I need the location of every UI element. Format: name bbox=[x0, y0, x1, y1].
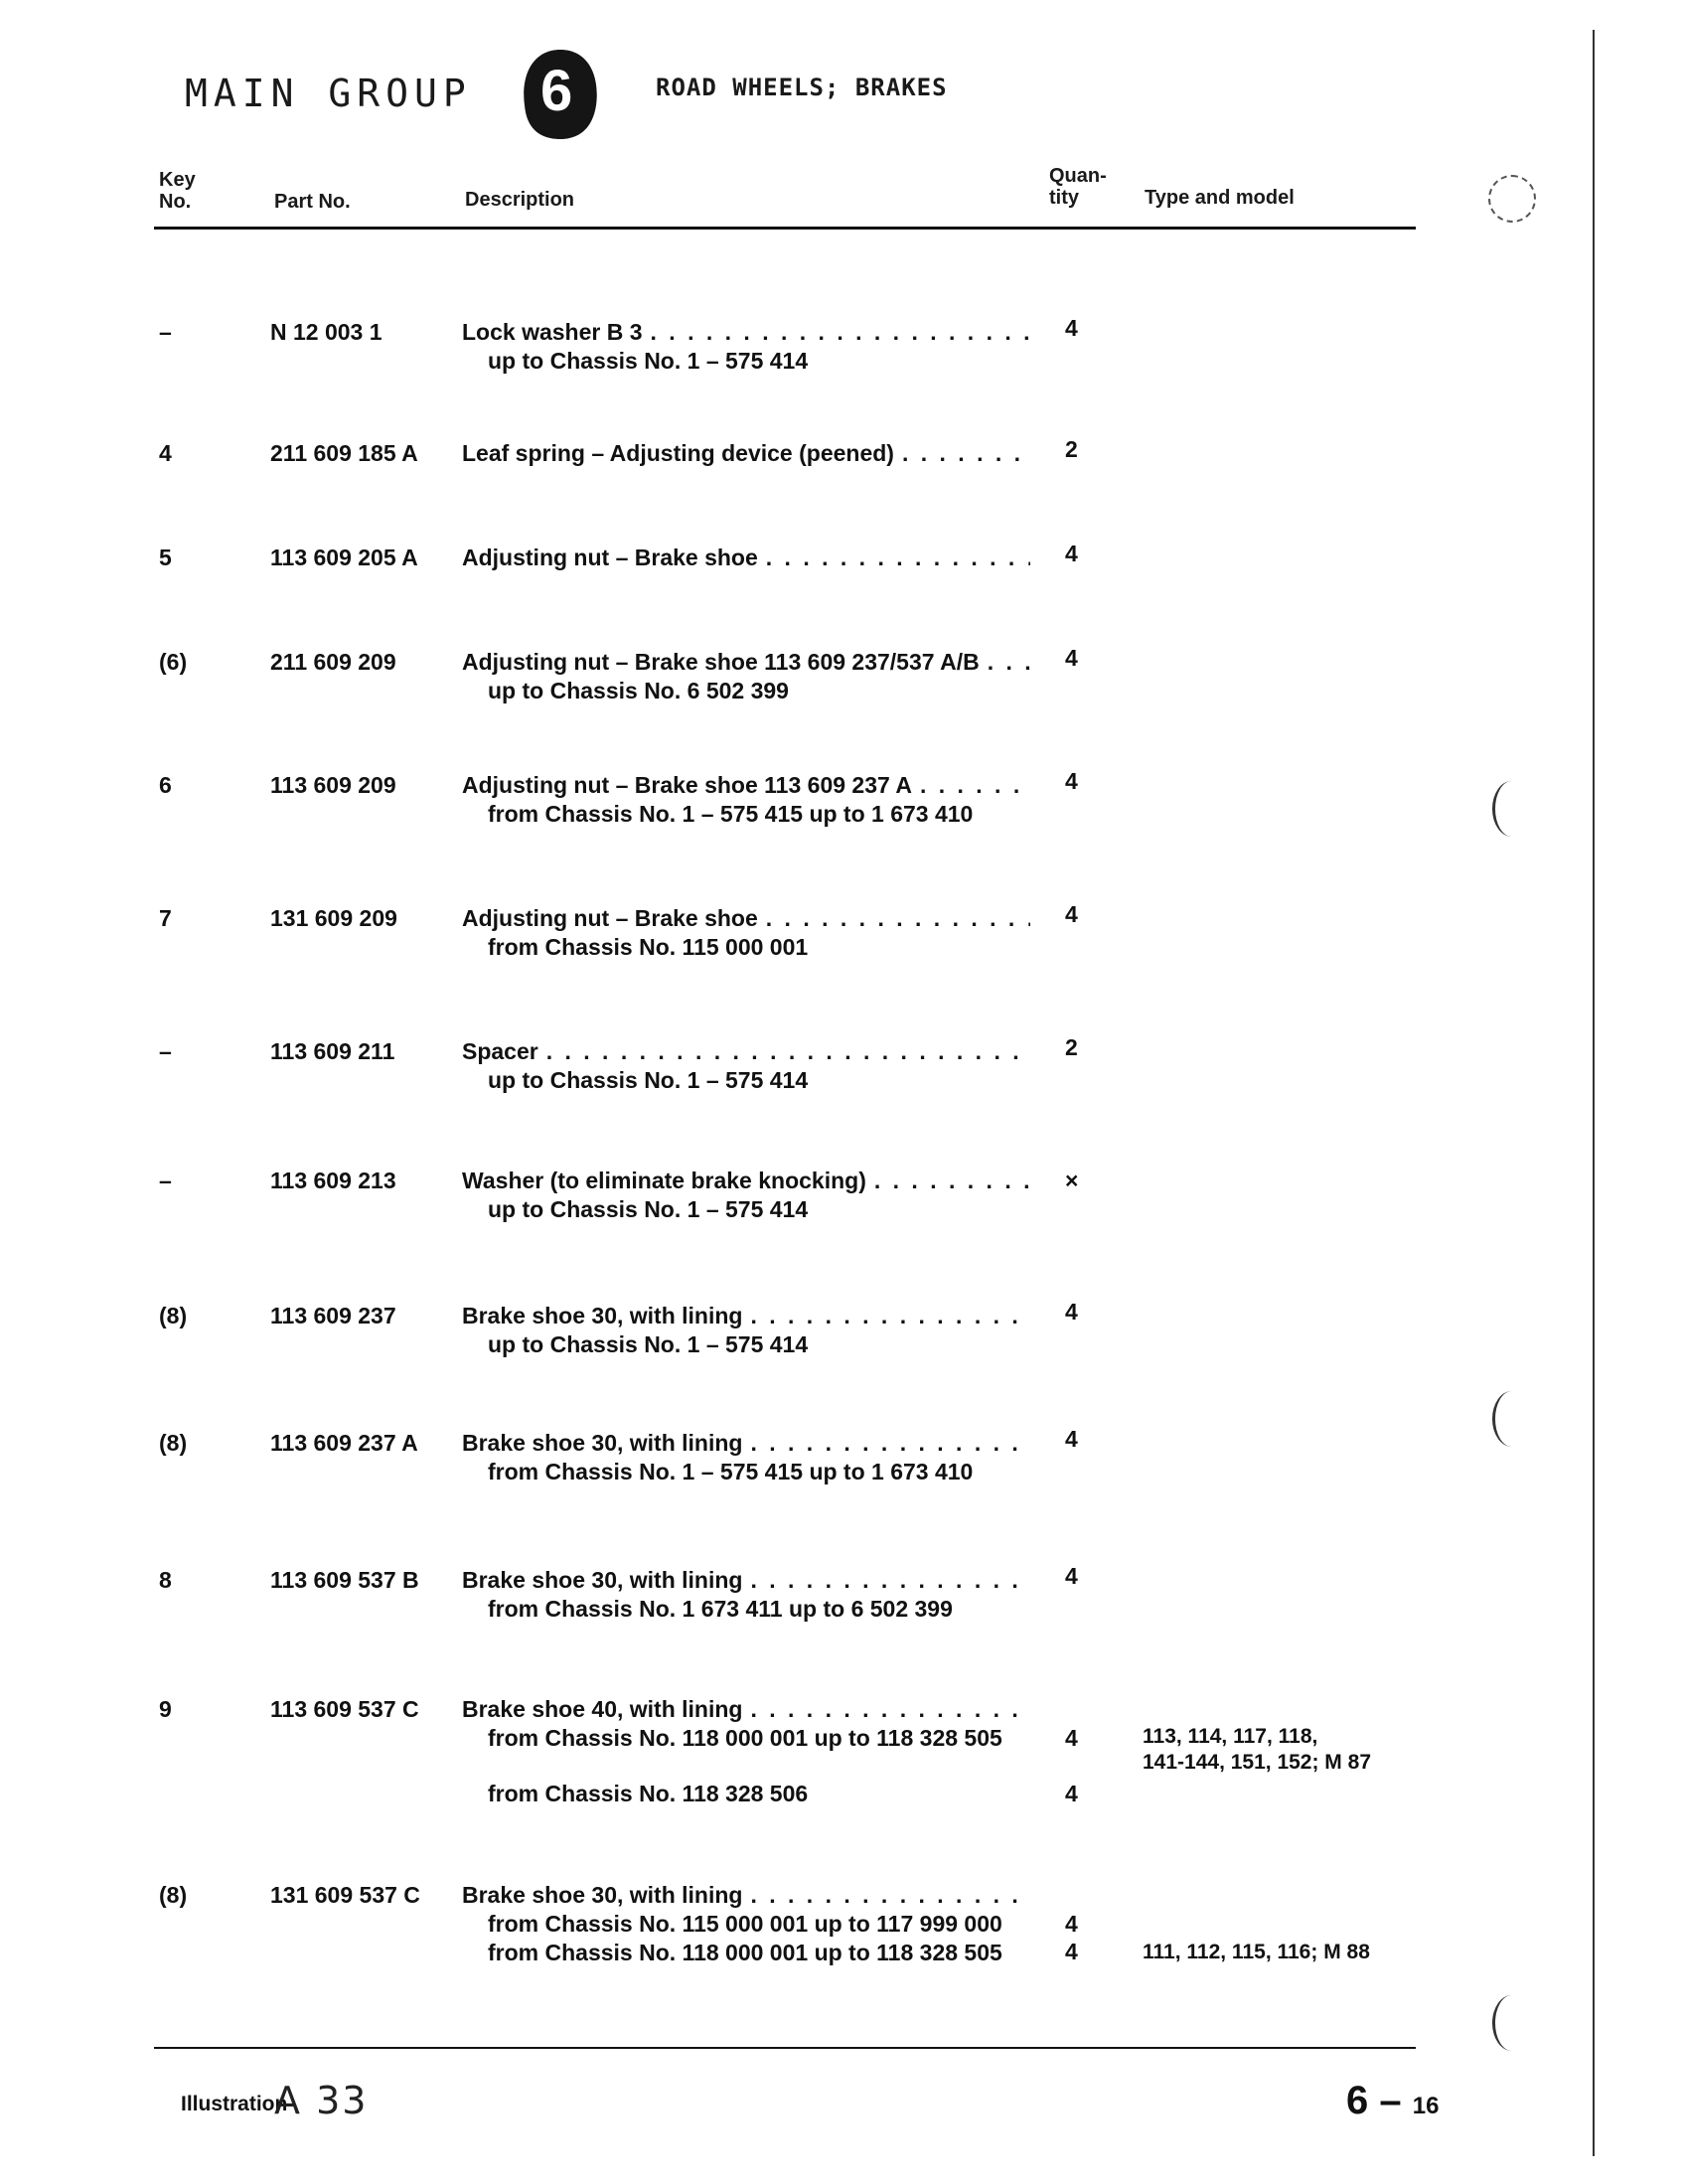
row-key: 9 bbox=[159, 1696, 172, 1722]
row-qty: 4 bbox=[1065, 1725, 1078, 1751]
row-desc-sub: from Chassis No. 115 000 001 bbox=[488, 934, 809, 960]
row-qty: 4 bbox=[1065, 1426, 1078, 1452]
row-key: (8) bbox=[159, 1430, 188, 1456]
row-description bbox=[462, 904, 1030, 962]
row-part-no: 113 609 209 bbox=[270, 772, 396, 798]
group-number: 6 bbox=[540, 59, 573, 123]
row-desc-sub: from Chassis No. 1 – 575 415 up to 1 673 410 bbox=[488, 1459, 974, 1484]
col-key-no-line2: No. bbox=[159, 191, 192, 213]
row-qty: 4 bbox=[1065, 541, 1078, 566]
row-desc-text: Brake shoe 30, with lining bbox=[462, 1567, 743, 1593]
row-description bbox=[462, 544, 1030, 572]
row-qty: × bbox=[1065, 1168, 1079, 1193]
row-qty: 2 bbox=[1065, 1034, 1078, 1060]
row-desc-text: Washer (to eliminate brake knocking) bbox=[462, 1168, 866, 1193]
row-qty: 4 bbox=[1065, 1563, 1078, 1589]
col-quantity-line2: tity bbox=[1049, 187, 1079, 209]
row-desc-sub: up to Chassis No. 1 – 575 414 bbox=[488, 1331, 809, 1357]
group-number-badge bbox=[519, 46, 602, 141]
row-desc-sub: up to Chassis No. 1 – 575 414 bbox=[488, 348, 809, 374]
punch-hole-mark bbox=[1492, 1995, 1531, 2051]
row-desc-sub: from Chassis No. 118 000 001 up to 118 328 505 bbox=[488, 1725, 1002, 1751]
row-type-line: 141-144, 151, 152; M 87 bbox=[1143, 1751, 1371, 1774]
row-desc-sub: from Chassis No. 115 000 001 up to 117 999 000 bbox=[488, 1911, 1002, 1937]
binder-margin-line bbox=[1593, 30, 1595, 2156]
col-key-no-line1: Key bbox=[159, 169, 196, 191]
dot-leader bbox=[988, 648, 1030, 677]
dot-leader bbox=[750, 1566, 1030, 1595]
section-title: ROAD WHEELS; BRAKES bbox=[656, 74, 948, 101]
row-part-no: 113 609 213 bbox=[270, 1168, 396, 1193]
row-key: – bbox=[159, 1038, 172, 1064]
page-number-sub: 16 bbox=[1412, 2093, 1440, 2119]
row-description bbox=[462, 648, 1030, 705]
dot-leader bbox=[874, 1167, 1030, 1195]
row-desc-text: Spacer bbox=[462, 1038, 538, 1064]
row-description bbox=[462, 1881, 1030, 1967]
dot-leader bbox=[766, 544, 1030, 572]
row-key: 8 bbox=[159, 1567, 172, 1593]
punch-hole-mark bbox=[1492, 1391, 1531, 1447]
row-desc-text: Adjusting nut – Brake shoe bbox=[462, 545, 758, 570]
row-desc-text: Brake shoe 30, with lining bbox=[462, 1882, 743, 1908]
dot-leader bbox=[750, 1695, 1030, 1724]
col-description: Description bbox=[465, 189, 575, 211]
row-part-no: 211 609 209 bbox=[270, 649, 396, 675]
row-qty: 4 bbox=[1065, 1781, 1078, 1806]
row-description bbox=[462, 1566, 1030, 1624]
dot-leader bbox=[651, 318, 1030, 347]
col-quantity bbox=[1049, 165, 1107, 209]
illustration-label: Illustration bbox=[181, 2093, 288, 2115]
row-description bbox=[462, 771, 1030, 829]
row-qty: 4 bbox=[1065, 645, 1078, 671]
row-desc-sub: from Chassis No. 1 673 411 up to 6 502 399 bbox=[488, 1596, 953, 1622]
dot-leader bbox=[750, 1302, 1030, 1330]
row-desc-text: Leaf spring – Adjusting device (peened) bbox=[462, 440, 894, 466]
footer-rule bbox=[154, 2047, 1416, 2049]
row-part-no: N 12 003 1 bbox=[270, 319, 382, 345]
ring-hole-mark bbox=[1488, 175, 1536, 223]
row-key: (8) bbox=[159, 1303, 188, 1328]
dot-leader bbox=[750, 1429, 1030, 1458]
row-description bbox=[462, 1302, 1030, 1359]
row-desc-text: Lock washer B 3 bbox=[462, 319, 643, 345]
row-qty: 2 bbox=[1065, 436, 1078, 462]
row-desc-text: Adjusting nut – Brake shoe 113 609 237 A bbox=[462, 772, 912, 798]
row-desc-text: Adjusting nut – Brake shoe 113 609 237/537 A/B bbox=[462, 649, 980, 675]
row-part-no: 113 609 237 A bbox=[270, 1430, 418, 1456]
row-qty: 4 bbox=[1065, 768, 1078, 794]
row-desc-sub: from Chassis No. 118 000 001 up to 118 328 505 bbox=[488, 1940, 1002, 1965]
row-desc-text: Brake shoe 30, with lining bbox=[462, 1303, 743, 1328]
row-key: (6) bbox=[159, 649, 188, 675]
row-part-no: 113 609 237 bbox=[270, 1303, 396, 1328]
col-key-no bbox=[159, 169, 196, 213]
row-description bbox=[462, 1695, 1030, 1808]
row-qty: 4 bbox=[1065, 315, 1078, 341]
row-description bbox=[462, 439, 1030, 468]
row-description bbox=[462, 1429, 1030, 1486]
row-desc-sub: up to Chassis No. 1 – 575 414 bbox=[488, 1067, 809, 1093]
row-part-no: 113 609 537 B bbox=[270, 1567, 419, 1593]
page-number-main: 6 bbox=[1346, 2079, 1369, 2122]
row-part-no: 113 609 205 A bbox=[270, 545, 418, 570]
row-type-line: 113, 114, 117, 118, bbox=[1143, 1725, 1318, 1748]
row-part-no: 211 609 185 A bbox=[270, 440, 418, 466]
row-desc-sub: from Chassis No. 118 328 506 bbox=[488, 1781, 809, 1806]
header-rule bbox=[154, 227, 1416, 230]
row-qty: 4 bbox=[1065, 1299, 1078, 1325]
row-desc-text: Brake shoe 30, with lining bbox=[462, 1430, 743, 1456]
dot-leader bbox=[902, 439, 1030, 468]
row-desc-sub: up to Chassis No. 6 502 399 bbox=[488, 678, 789, 703]
row-key: 7 bbox=[159, 905, 172, 931]
row-key: – bbox=[159, 319, 172, 345]
col-quantity-line1: Quan- bbox=[1049, 165, 1107, 187]
row-part-no: 113 609 537 C bbox=[270, 1696, 419, 1722]
row-description bbox=[462, 1167, 1030, 1224]
col-part-no: Part No. bbox=[274, 191, 351, 213]
page-number: 6 – 16 bbox=[1346, 2079, 1440, 2122]
dot-leader bbox=[766, 904, 1030, 933]
row-desc-sub: from Chassis No. 1 – 575 415 up to 1 673 410 bbox=[488, 801, 974, 827]
illustration-ref: A 33 bbox=[274, 2079, 369, 2122]
col-type-model: Type and model bbox=[1145, 187, 1295, 209]
row-key: 5 bbox=[159, 545, 172, 570]
main-group-label: MAIN GROUP bbox=[185, 72, 472, 115]
row-desc-sub: up to Chassis No. 1 – 575 414 bbox=[488, 1196, 809, 1222]
row-desc-text: Brake shoe 40, with lining bbox=[462, 1696, 743, 1722]
row-part-no: 131 609 209 bbox=[270, 905, 397, 931]
row-qty: 4 bbox=[1065, 1911, 1078, 1937]
row-type-model: 111, 112, 115, 116; M 88 bbox=[1143, 1941, 1370, 1963]
row-description bbox=[462, 318, 1030, 376]
row-part-no: 131 609 537 C bbox=[270, 1882, 420, 1908]
row-qty: 4 bbox=[1065, 901, 1078, 927]
row-key: (8) bbox=[159, 1882, 188, 1908]
row-part-no: 113 609 211 bbox=[270, 1038, 395, 1064]
row-key: 4 bbox=[159, 440, 172, 466]
row-description bbox=[462, 1037, 1030, 1095]
row-key: 6 bbox=[159, 772, 172, 798]
dot-leader bbox=[750, 1881, 1030, 1910]
row-key: – bbox=[159, 1168, 172, 1193]
dot-leader bbox=[546, 1037, 1030, 1066]
row-qty: 4 bbox=[1065, 1939, 1078, 1964]
row-type-model bbox=[1143, 1724, 1431, 1776]
row-desc-text: Adjusting nut – Brake shoe bbox=[462, 905, 758, 931]
punch-hole-mark bbox=[1492, 781, 1531, 837]
dot-leader bbox=[920, 771, 1030, 800]
